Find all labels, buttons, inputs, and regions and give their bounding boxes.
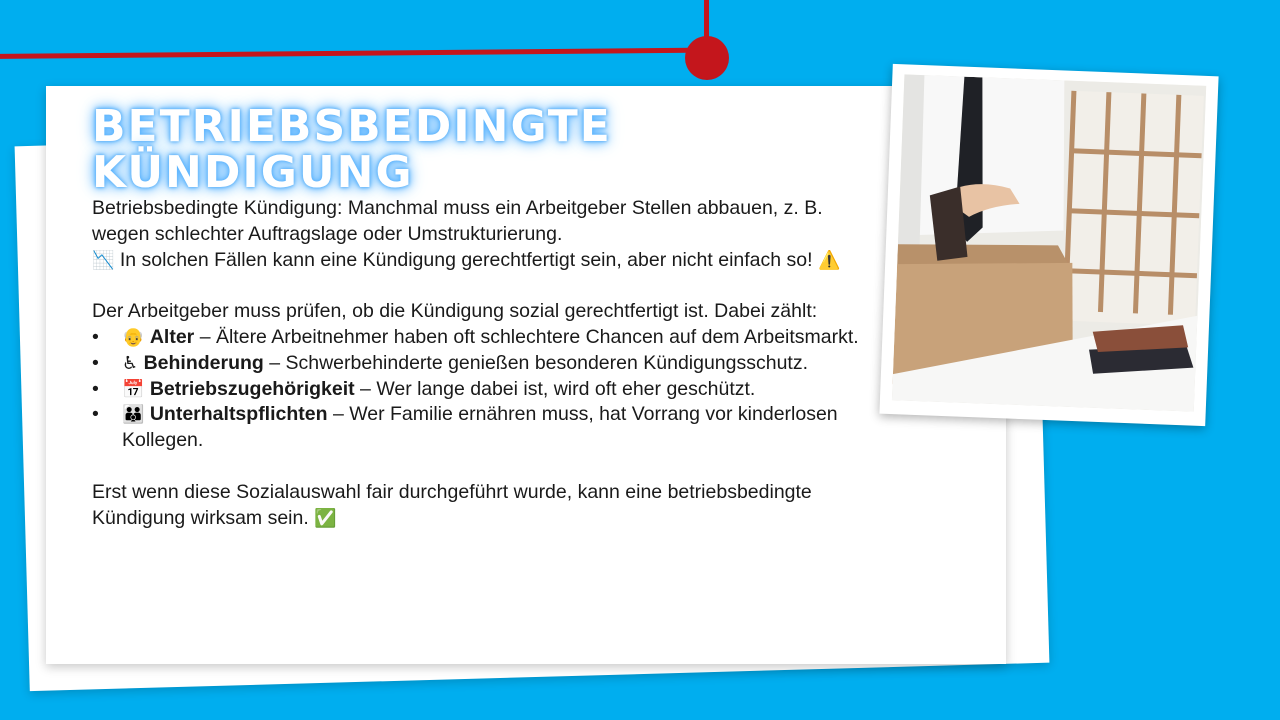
- title-line-2: KÜNDIGUNG: [92, 147, 414, 198]
- criterion-desc: – Ältere Arbeitnehmer haben oft schlechtere Chancen auf dem Arbeitsmarkt.: [194, 325, 859, 348]
- bullet: •: [92, 351, 99, 374]
- slide-body: [92, 196, 872, 531]
- list-item: [92, 325, 872, 351]
- family-icon: 👪: [122, 404, 145, 426]
- criterion-desc: – Wer lange dabei ist, wird oft eher geschützt.: [354, 377, 756, 400]
- criterion-name: Unterhaltspflichten: [149, 403, 328, 426]
- pin-string-horizontal: [0, 48, 720, 59]
- criterion-name: Alter: [149, 325, 195, 348]
- intro-line-1: Betriebsbedingte Kündigung: Manchmal muss ein Arbeitgeber Stellen abbauen, z. B. wegen schlechter Auftragslage oder Umstrukturierung.: [92, 197, 823, 245]
- spacer: [92, 273, 872, 299]
- slide-title: [92, 101, 612, 198]
- bullet: •: [92, 403, 99, 426]
- wheelchair-icon: ♿: [122, 352, 139, 374]
- bullet: •: [92, 377, 99, 400]
- criteria-list: [92, 325, 872, 454]
- bullet: •: [92, 325, 99, 348]
- photo-illustration: [892, 74, 1206, 411]
- criterion-name: Behinderung: [143, 351, 264, 374]
- calendar-icon: 📅: [122, 378, 145, 400]
- chart-decreasing-icon: 📉: [92, 249, 115, 271]
- criterion-name: Betriebszugehörigkeit: [149, 377, 355, 400]
- spacer: [92, 454, 872, 480]
- criterion-desc: – Schwerbehinderte genießen besonderen Kündigungsschutz.: [263, 351, 809, 374]
- title-line-1: BETRIEBSBEDINGTE: [92, 101, 612, 152]
- intro-line-2: In solchen Fällen kann eine Kündigung gerechtfertigt sein, aber nicht einfach so!: [114, 248, 818, 271]
- conclusion-paragraph: [92, 480, 872, 532]
- intro-paragraph: [92, 196, 872, 273]
- criterion-desc: – Wer Familie ernähren muss, hat Vorrang vor kinderlosen Kollegen.: [122, 403, 838, 452]
- check-intro: Der Arbeitgeber muss prüfen, ob die Kündigung sozial gerechtfertigt ist. Dabei zählt:: [92, 300, 818, 323]
- check-mark-icon: ✅: [314, 507, 337, 529]
- red-pin-icon: [685, 36, 729, 80]
- list-item: [92, 402, 872, 454]
- warning-icon: ⚠️: [817, 249, 841, 271]
- office-box-photo: [892, 74, 1206, 411]
- list-item: [92, 377, 872, 403]
- list-item: [92, 351, 872, 377]
- conclusion-text: Erst wenn diese Sozialauswahl fair durchgeführt wurde, kann eine betriebsbedingte Kündigung wirksam sein.: [92, 480, 812, 529]
- old-man-icon: 👴: [122, 326, 145, 348]
- photo-frame: [879, 64, 1218, 426]
